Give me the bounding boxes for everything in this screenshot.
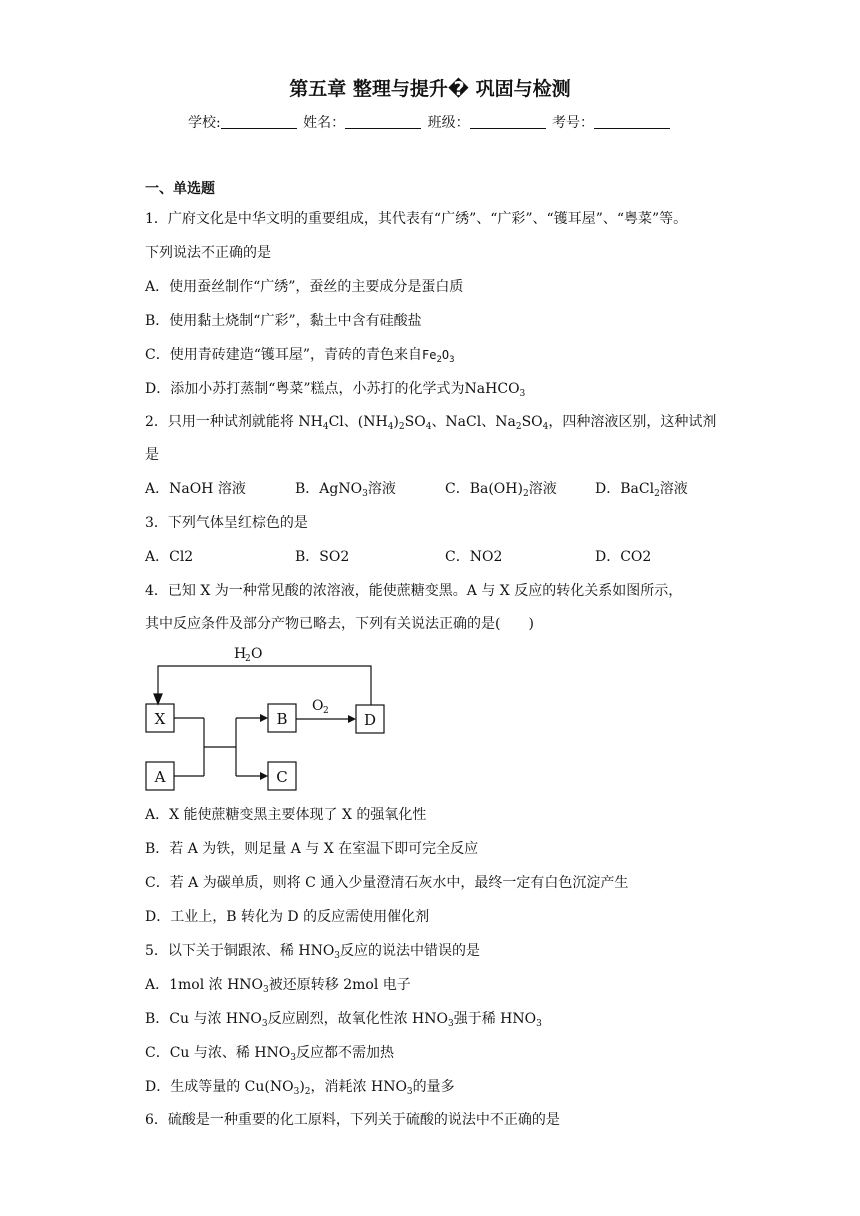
- q2-option-d: D．BaCl$_2$溶液: [595, 481, 688, 499]
- name-blank[interactable]: [345, 114, 421, 129]
- q2-stem-line2: 是: [145, 447, 159, 463]
- class-blank[interactable]: [470, 114, 546, 129]
- q3-option-c: C．NO2: [445, 549, 503, 565]
- page-title: 第五章 整理与提升� 巩固与检测: [289, 78, 571, 100]
- section-heading: 一、单选题: [145, 181, 215, 197]
- q4-option-c: C．若 A 为碳单质，则将 C 通入少量澄清石灰水中，最终一定有白色沉淀产生: [145, 875, 629, 891]
- svg-text:2: 2: [323, 706, 329, 716]
- q5-option-b: B．Cu 与浓 $HNO_3$反应剧烈，故氧化性浓 $HNO_3$强于稀 $HNO_3$: [145, 1011, 542, 1029]
- q4-option-d: D．工业上，B 转化为 D 的反应需使用催化剂: [145, 909, 430, 925]
- q1-option-c: C．使用青砖建造“镬耳屋”，青砖的青色来自$Fe_2O_3$: [145, 347, 455, 365]
- q2-option-a: A．NaOH 溶液: [145, 481, 246, 497]
- q3-option-d: D．CO2: [595, 549, 652, 565]
- node-b: B: [276, 710, 288, 728]
- q3-option-b: B．SO2: [295, 549, 350, 565]
- o2-label: [312, 698, 329, 716]
- h2o-label: [234, 646, 262, 664]
- q6-stem: 6．硫酸是一种重要的化工原料，下列关于硫酸的说法中不正确的是: [145, 1112, 560, 1128]
- name-label: 姓名：: [303, 115, 346, 131]
- exam-number-blank[interactable]: [594, 114, 670, 129]
- svg-text:O: O: [312, 698, 324, 714]
- q1-stem-line2: 下列说法不正确的是: [145, 245, 271, 261]
- svg-text:2: 2: [245, 654, 251, 664]
- q5-stem: 5．以下关于铜跟浓、稀 $HNO_3$反应的说法中错误的是: [145, 943, 481, 961]
- class-label: 班级：: [427, 115, 470, 131]
- q2-option-b: B．AgNO$_3$溶液: [295, 481, 396, 499]
- node-d: D: [363, 711, 377, 729]
- q4-option-a: A．X 能使蔗糖变黑主要体现了 X 的强氧化性: [145, 807, 427, 823]
- q2-options: [145, 480, 688, 499]
- q1-option-b: B．使用黏土烧制“广彩”，黏土中含有硅酸盐: [145, 313, 422, 329]
- svg-text:H: H: [234, 646, 247, 662]
- exam-number-label: 考号：: [552, 115, 595, 131]
- q1-option-a: A．使用蚕丝制作“广绣”，蚕丝的主要成分是蛋白质: [145, 279, 464, 295]
- student-info-row: [0, 112, 860, 132]
- q2-stem-line1: 2．只用一种试剂就能将 $NH_4Cl$、$(NH_4)_2SO_4$、NaCl、$Na_2SO_4$，四种溶液区别，这种试剂: [145, 414, 717, 432]
- node-x: X: [154, 710, 166, 728]
- reaction-diagram: [140, 638, 400, 798]
- node-c: C: [276, 768, 288, 786]
- q4-stem-line2: 其中反应条件及部分产物已略去，下列有关说法正确的是( ): [145, 616, 534, 632]
- q5-option-d: D．生成等量的 $Cu(NO_3)_2$，消耗浓 $HNO_3$的量多: [145, 1079, 455, 1097]
- q1-option-d: D．添加小苏打蒸制“粤菜”糕点，小苏打的化学式为NaHCO$_3$: [145, 381, 526, 399]
- node-a: A: [154, 768, 166, 786]
- school-blank[interactable]: [221, 114, 297, 129]
- q3-stem: 3．下列气体呈红棕色的是: [145, 515, 308, 531]
- q4-stem-line1: 4．已知 X 为一种常见酸的浓溶液，能使蔗糖变黑。A 与 X 反应的转化关系如图所示，: [145, 583, 683, 599]
- q1-stem-line1: 1．广府文化是中华文明的重要组成，其代表有“广绣”、“广彩”、“镬耳屋”、“粤菜”等。: [145, 211, 688, 227]
- q3-option-a: A．Cl2: [145, 549, 194, 565]
- q4-option-b: B．若 A 为铁，则足量 A 与 X 在室温下即可完全反应: [145, 841, 479, 857]
- svg-text:O: O: [251, 646, 263, 662]
- q3-options: [145, 548, 652, 566]
- q2-option-c: C．$Ba(OH)_2$溶液: [445, 481, 557, 499]
- q5-option-c: C．Cu 与浓、稀 $HNO_3$反应都不需加热: [145, 1045, 395, 1063]
- school-label: 学校:: [187, 115, 221, 131]
- q5-option-a: A．1mol 浓 $HNO_3$被还原转移 2mol 电子: [145, 977, 411, 995]
